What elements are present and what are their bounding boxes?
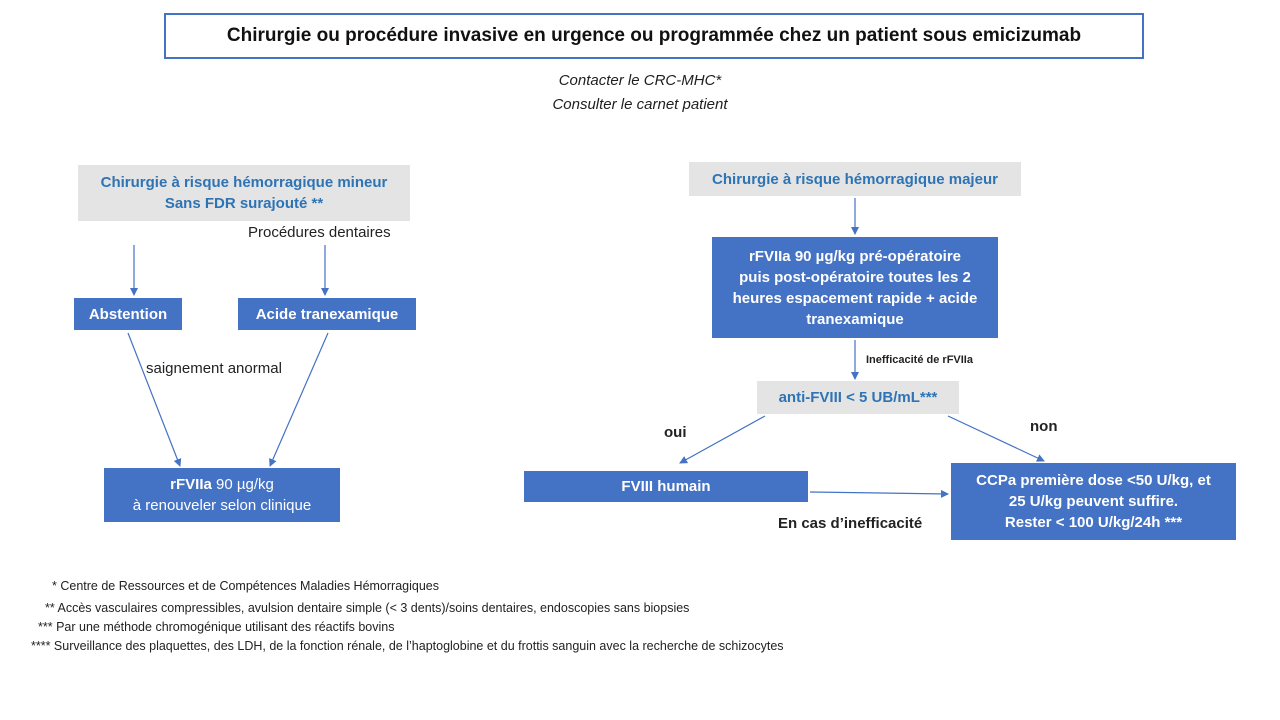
abnormal-bleeding-label: saignement anormal (146, 360, 282, 377)
ccpa-line2: 25 U/kg peuvent suffire. (1008, 493, 1179, 510)
en-cas-inefficacite-label: En cas d’inefficacité (778, 515, 923, 532)
rfviia-right-line1: rFVIIa 90 µg/kg pré-opératoire (748, 247, 962, 265)
non-label: non (1030, 418, 1058, 435)
tranexamic-box: Acide tranexamique (238, 298, 416, 330)
dental-procedures-label: Procédures dentaires (248, 224, 391, 241)
ccpa-line1: CCPa première dose <50 U/kg, et (976, 472, 1211, 489)
abstention-box: Abstention (74, 298, 182, 330)
arrow-antifviii-to-fviii (680, 416, 765, 463)
rfviia-left-box (104, 468, 340, 522)
fviii-humain-box: FVIII humain (524, 471, 808, 502)
ineff-rfviia-label: Inefficacité de rFVIIa (866, 354, 973, 366)
arrow-abstention-to-rfviia (128, 333, 180, 466)
arrow-fviii-to-ccpa (810, 492, 948, 494)
arrow-tranexamic-to-rfviia (270, 333, 328, 466)
rfviia-left-line1 (170, 474, 274, 495)
rfviia-right-box (712, 237, 998, 338)
footnote-4: **** Surveillance des plaquettes, des LDH, de la fonction rénale, de l’haptoglobine et du frottis sanguin avec la recherche de schizocytes (31, 639, 784, 653)
minor-risk-box (78, 165, 410, 221)
rfviia-left-bold: rFVIIa (170, 476, 212, 493)
oui-label: oui (664, 424, 687, 441)
footnote-3: *** Par une méthode chromogénique utilisant des réactifs bovins (38, 620, 395, 634)
antifviii-box: anti-FVIII < 5 UB/mL*** (757, 381, 959, 414)
ccpa-line3: Rester < 100 U/kg/24h *** (1004, 514, 1183, 531)
diagram-title: Chirurgie ou procédure invasive en urgence ou programmée chez un patient sous emicizumab (164, 13, 1144, 59)
minor-risk-line1: Chirurgie à risque hémorragique mineur (100, 174, 388, 191)
minor-risk-line2: Sans FDR surajouté ** (164, 195, 324, 212)
footnote-1: * Centre de Ressources et de Compétences Maladies Hémorragiques (52, 579, 439, 593)
rfviia-right-line3: heures espacement rapide + acide (732, 289, 978, 307)
rfviia-right-line2: puis post-opératoire toutes les 2 (739, 268, 971, 286)
rfviia-right-line4: tranexamique (806, 310, 904, 328)
subtitle-carnet: Consulter le carnet patient (552, 96, 728, 113)
rfviia-left-dose: 90 µg/kg (211, 476, 274, 493)
ccpa-box (951, 463, 1236, 540)
footnote-2: ** Accès vasculaires compressibles, avulsion dentaire simple (< 3 dents)/soins dentaires, endoscopies sans biopsies (45, 601, 690, 615)
subtitle-contact: Contacter le CRC-MHC* (558, 72, 722, 89)
rfviia-left-line2: à renouveler selon clinique (132, 497, 312, 514)
major-risk-box: Chirurgie à risque hémorragique majeur (689, 162, 1021, 196)
